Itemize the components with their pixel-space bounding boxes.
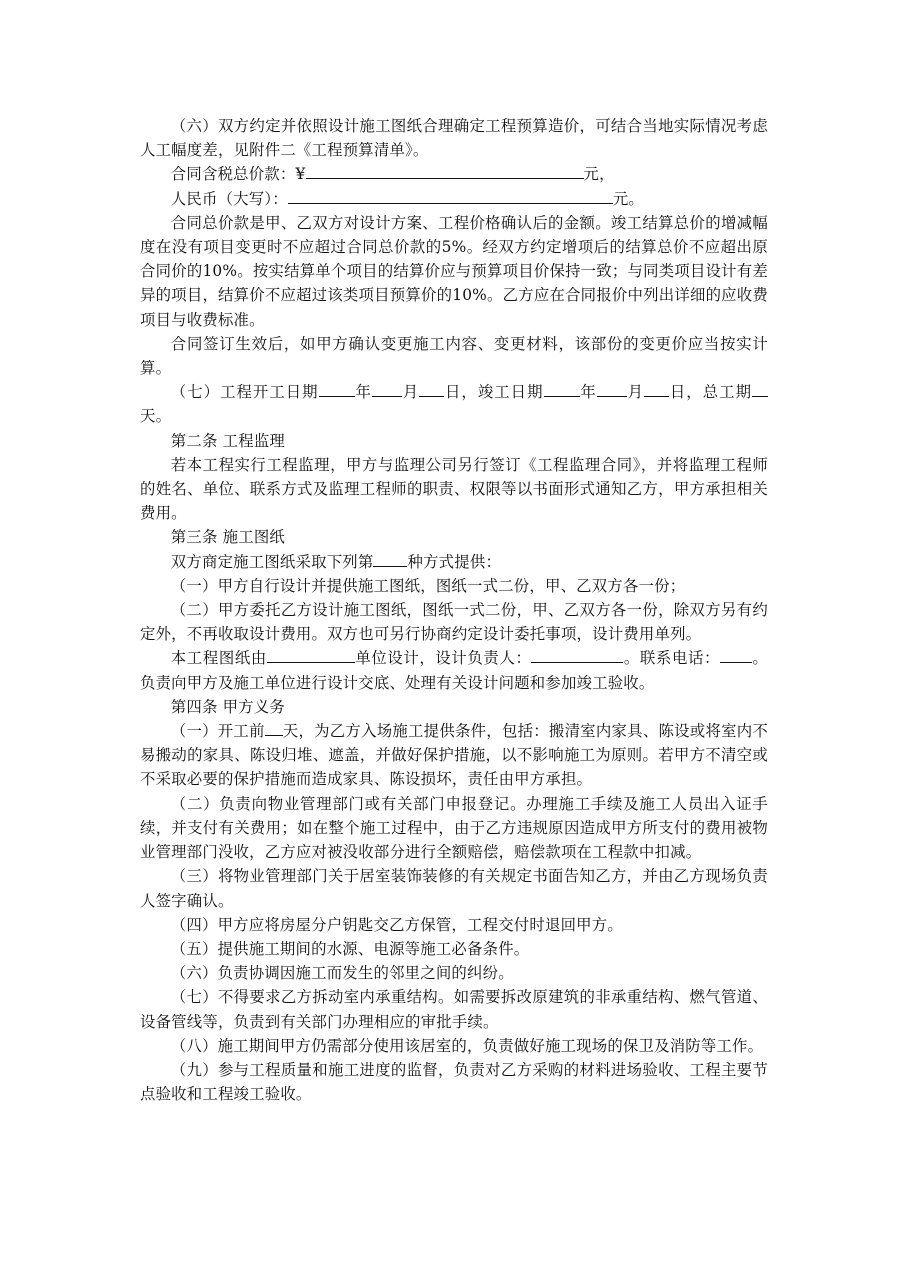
year-label: 年 — [354, 383, 372, 402]
drawing-method-label: 双方商定施工图纸采取下列第 — [170, 552, 374, 571]
drawing-method-line — [140, 550, 768, 574]
year-label: 年 — [579, 383, 597, 402]
design-unit-paragraph — [140, 646, 768, 694]
design-duty-text: 。负责向甲方及施工单位进行设计交底、处理有关设计问题和参加竣工验收。 — [140, 649, 769, 692]
tax-price-unit: 元， — [583, 165, 615, 184]
design-lead-label: 单位设计，设计负责人： — [354, 649, 532, 668]
end-month-blank[interactable] — [597, 381, 627, 397]
drawing-option-1: （一）甲方自行设计并提供施工图纸，图纸一式二份，甲、乙双方各一份； — [170, 576, 686, 595]
start-month-blank[interactable] — [372, 381, 402, 397]
clause-6-budget: （六）双方约定并依照设计施工图纸合理确定工程预算造价，可结合当地实际情况考虑人工幅度差，见附件二《工程预算清单》。 — [140, 117, 768, 160]
start-day-blank[interactable] — [419, 381, 444, 397]
rmb-price-label: 人民币（大写）： — [170, 189, 288, 208]
pre-start-label: （一）开工前 — [170, 722, 265, 741]
month-label: 月 — [626, 383, 645, 402]
design-lead-blank[interactable] — [531, 647, 623, 663]
phone-blank[interactable] — [720, 647, 752, 663]
change-price-paragraph: 合同签订生效后，如甲方确认变更施工内容、变更材料，该部份的变更价应当按实计算。 — [140, 334, 768, 378]
month-label: 月 — [401, 383, 420, 402]
obligation-9: （九）参与工程质量和施工进度的监督，负责对乙方采购的材料进场验收、工程主要节点验收和工程竣工验收。 — [140, 1060, 768, 1104]
duration-blank[interactable] — [752, 381, 768, 397]
article-2-heading: 第二条 工程监理 — [170, 431, 286, 450]
drawing-method-suffix: 种方式提供： — [407, 552, 502, 571]
duration-label: 日，总工期 — [669, 383, 752, 402]
rmb-price-unit: 元。 — [612, 189, 645, 208]
phone-label: 。联系电话： — [623, 649, 720, 668]
rmb-price-blank[interactable] — [288, 188, 613, 204]
rmb-price-line — [140, 187, 768, 211]
article-4-heading: 第四条 甲方义务 — [170, 697, 286, 716]
obligation-1 — [140, 719, 768, 792]
end-year-blank[interactable] — [544, 381, 580, 397]
obligation-3: （三）将物业管理部门关于居室装饰装修的有关规定书面告知乙方，并由乙方现场负责人签字确认。 — [140, 867, 768, 910]
days-label: 天。 — [140, 407, 172, 426]
supervision-paragraph: 若本工程实行工程监理，甲方与监理公司另行签订《工程监理合同》，并将监理工程师的姓名、单位、联系方式及监理工程师的职责、权限等以书面形式通知乙方，甲方承担相关费用。 — [140, 455, 768, 523]
obligation-1-text: 天，为乙方入场施工提供条件，包括：搬清室内家具、陈设或将室内不易搬动的家具、陈设归堆、遮盖，并做好保护措施，以不影响施工为原则。若甲方不清空或不采取必要的保护措施而造成家具、陈设损坏，责任由甲方承担。 — [140, 722, 769, 789]
clause-7-schedule — [140, 380, 768, 428]
drawing-option-2: （二）甲方委托乙方设计施工图纸，图纸一式二份，甲、乙双方各一份，除双方另有约定外，不再收取设计费用。双方也可另行协商约定设计委托事项，设计费用单列。 — [140, 601, 768, 644]
end-date-label: 日，竣工日期 — [444, 383, 544, 402]
obligation-5: （五）提供施工期间的水源、电源等施工必备条件。 — [170, 939, 530, 958]
start-year-blank[interactable] — [319, 381, 355, 397]
tax-price-blank[interactable] — [306, 163, 584, 179]
drawing-method-blank[interactable] — [373, 551, 407, 567]
obligation-8: （八）施工期间甲方仍需部分使用该居室的，负责做好施工现场的保卫及消防等工作。 — [170, 1036, 764, 1055]
total-price-paragraph: 合同总价款是甲、乙双方对设计方案、工程价格确认后的金额。竣工结算总价的增减幅度在没有项目变更时不应超过合同总价款的5%。经双方约定增项后的结算总价不应超出原合同价的10%。按实结算单个项目的结算价应与预算项目价保持一致；与同类项目设计有差异的项目，结算价不应超过该类项目预算价的10%。乙方应在合同报价中列出详细的应收费项目与收费标准。 — [140, 213, 768, 329]
article-3-heading: 第三条 施工图纸 — [170, 528, 286, 547]
end-day-blank[interactable] — [644, 381, 669, 397]
obligation-2: （二）负责向物业管理部门或有关部门申报登记。办理施工手续及施工人员出入证手续，并支付有关费用；如在整个施工过程中，由于乙方违规原因造成甲方所支付的费用被物业管理部门没收，乙方应对被没收部分进行全额赔偿，赔偿款项在工程款中扣减。 — [140, 794, 768, 862]
tax-price-line — [140, 162, 768, 186]
obligation-7: （七）不得要求乙方拆动室内承重结构。如需要拆改原建筑的非承重结构、燃气管道、设备管线等，负责到有关部门办理相应的审批手续。 — [140, 988, 768, 1031]
design-unit-label: 本工程图纸由 — [170, 649, 267, 668]
tax-price-label: 合同含税总价款：¥ — [170, 165, 306, 184]
contract-page — [140, 114, 768, 1106]
pre-start-days-blank[interactable] — [265, 720, 283, 736]
design-unit-blank[interactable] — [267, 647, 355, 663]
obligation-4: （四）甲方应将房屋分户钥匙交乙方保管，工程交付时退回甲方。 — [170, 915, 623, 934]
obligation-6: （六）负责协调因施工而发生的邻里之间的纠纷。 — [170, 964, 514, 983]
start-date-label: （七）工程开工日期 — [170, 383, 319, 402]
